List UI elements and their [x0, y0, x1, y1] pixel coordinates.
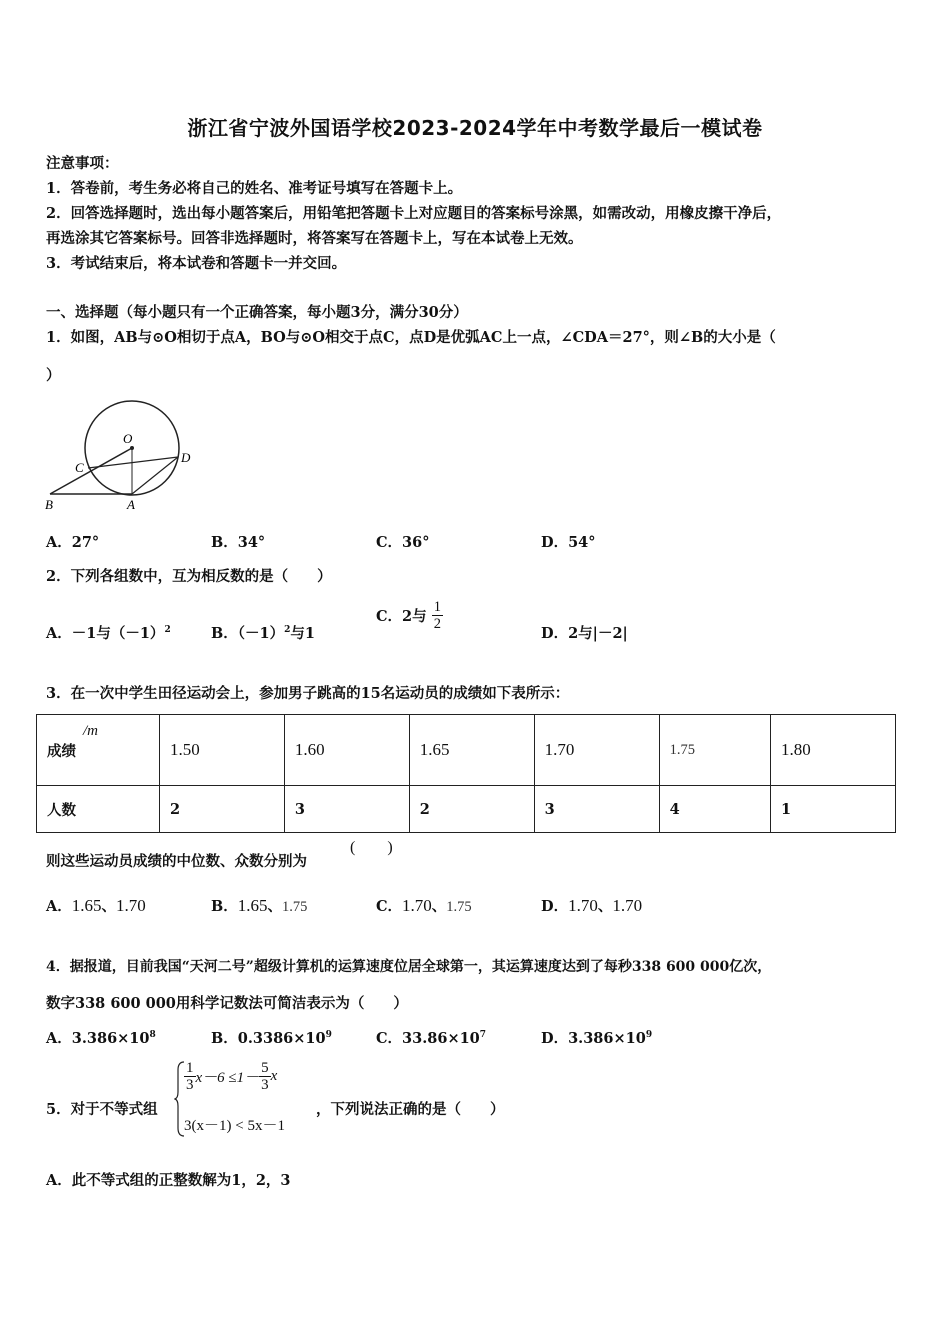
q2-option-c-pre: C．2与: [376, 608, 427, 625]
table-row-counts: [37, 786, 896, 833]
table-cell: 1.80: [771, 715, 896, 786]
q5-option-a[interactable]: A．此不等式组的正整数解为1，2，3: [46, 1172, 291, 1189]
q2-option-a-text: A．－1与（－1）: [46, 625, 165, 642]
option-value-2: 1.75: [446, 899, 472, 915]
q3-option-b[interactable]: [211, 895, 307, 916]
section-heading: 一、选择题（每小题只有一个正确答案，每小题3分，满分30分）: [46, 304, 468, 321]
center-dot: [130, 446, 134, 450]
q4-stem: 4．据报道，目前我国“天河二号”超级计算机的运算速度位居全球第一，其运算速度达到了每秒338 600 000亿次，: [46, 959, 772, 975]
row-label-score: [37, 715, 160, 786]
q1-option-c[interactable]: C．36°: [376, 534, 430, 551]
q1-stem: 1．如图，AB与⊙O相切于点A，BO与⊙O相交于点C，点D是优弧AC上一点，∠CDA＝27°，则∠B的大小是（: [46, 329, 776, 346]
table-cell: 1.65: [409, 715, 534, 786]
table-cell: 1.70: [534, 715, 659, 786]
option-value-1: 1.65: [237, 896, 268, 915]
label-o: O: [123, 431, 133, 446]
q1-option-d[interactable]: D．54°: [541, 534, 596, 551]
label-a: A: [127, 497, 135, 512]
option-letter: C．: [376, 898, 403, 915]
frac-num: 5: [261, 1060, 269, 1076]
frac-den: 3: [186, 1077, 194, 1093]
score-table: [36, 714, 896, 833]
option-value-2: 1.70: [116, 896, 146, 915]
option-sep: 、: [101, 898, 117, 915]
page-title: 浙江省宁波外国语学校2023-2024学年中考数学最后一模试卷: [187, 116, 763, 140]
fraction-one-third: [184, 1060, 196, 1093]
table-cell: 2: [409, 786, 534, 833]
q2-option-b-exp: 2: [284, 625, 291, 636]
q3-option-c[interactable]: [376, 895, 472, 916]
table-cell: 1: [771, 786, 896, 833]
label-d: D: [181, 450, 191, 465]
fraction-five-thirds: [259, 1060, 271, 1093]
note-1: 1．答卷前，考生务必将自己的姓名、准考证号填写在答题卡上。: [46, 180, 463, 197]
q2-option-a-exp: 2: [164, 625, 171, 636]
q3-option-a[interactable]: [46, 895, 146, 916]
option-value-1: 1.70: [568, 896, 598, 915]
q3-stem: 3．在一次中学生田径运动会上，参加男子跳高的15名运动员的成绩如下表所示：: [46, 685, 570, 702]
option-letter: D．: [541, 898, 569, 915]
q2-stem: 2．下列各组数中，互为相反数的是（ ）: [46, 568, 332, 585]
table-cell: 3: [284, 786, 409, 833]
q5-stem-post: ，下列说法正确的是（ ）: [316, 1101, 505, 1118]
option-base: B．0.3386×10: [211, 1030, 326, 1047]
option-value-2: 1.70: [612, 896, 643, 915]
inequality-1: [184, 1060, 277, 1093]
q2-option-b-post: 与1: [290, 625, 315, 642]
option-base: C．33.86×10: [376, 1030, 480, 1047]
ineq1-end: x: [270, 1068, 278, 1084]
note-2b: 再选涂其它答案标号。回答非选择题时，将答案写在答题卡上，写在本试卷上无效。: [46, 230, 583, 247]
option-value-2: 1.75: [282, 899, 308, 915]
q1-figure: [40, 398, 210, 518]
table-cell: 4: [659, 786, 770, 833]
option-exp: 9: [645, 1030, 653, 1041]
unit-label: /m: [83, 723, 98, 739]
option-base: D．3.386×10: [541, 1030, 646, 1047]
q2-option-c-fraction: [432, 599, 443, 632]
notes-heading: 注意事项：: [46, 155, 119, 172]
frac-den: 3: [261, 1077, 269, 1093]
table-row-heights: [37, 715, 896, 786]
note-3: 3．考试结束后，将本试卷和答题卡一并交回。: [46, 255, 347, 272]
option-value-1: 1.65: [71, 896, 102, 915]
frac-den: 2: [433, 616, 441, 632]
option-letter: A．: [46, 898, 72, 915]
table-cell: 1.75: [659, 715, 770, 786]
chord-cd: [88, 457, 178, 468]
option-exp: 8: [149, 1030, 156, 1041]
option-exp: 9: [325, 1030, 332, 1041]
ineq1-mid: x－6 ≤1－: [195, 1070, 260, 1086]
option-value-1: 1.70: [402, 896, 432, 915]
q4-option-d[interactable]: [541, 1027, 652, 1048]
frac-num: 1: [186, 1060, 194, 1076]
q4-option-c[interactable]: [376, 1027, 486, 1048]
note-2a: 2．回答选择题时，选出每小题答案后，用铅笔把答题卡上对应题目的答案标号涂黑，如需改动，用橡皮擦干净后，: [46, 205, 782, 222]
q3-paren: ( ): [350, 839, 393, 856]
table-cell: 2: [160, 786, 285, 833]
option-letter: B．: [211, 898, 238, 915]
q4-stem-b: 数字338 600 000用科学记数法可简洁表示为（ ）: [46, 995, 408, 1012]
q1-option-b[interactable]: B．34°: [211, 534, 266, 551]
option-sep: 、: [267, 898, 283, 915]
q4-option-b[interactable]: [211, 1027, 332, 1048]
row-label-count: 人数: [37, 786, 160, 833]
q1-stem-end: ）: [46, 367, 61, 384]
option-exp: 7: [479, 1030, 487, 1041]
q2-option-b[interactable]: [211, 622, 315, 643]
q2-option-b-pre: B．（－1）: [211, 625, 285, 642]
q2-option-d[interactable]: D．2与|－2|: [541, 625, 628, 642]
table-cell: 3: [534, 786, 659, 833]
q2-option-c[interactable]: [376, 599, 443, 632]
q4-option-a[interactable]: [46, 1027, 156, 1048]
row-label-score-text: 成绩: [47, 742, 76, 760]
label-c: C: [75, 460, 84, 475]
inequality-system: [174, 1060, 314, 1140]
q2-option-a[interactable]: [46, 622, 171, 643]
table-cell: 1.50: [160, 715, 285, 786]
line-bo: [50, 448, 132, 494]
q1-option-a[interactable]: A．27°: [46, 534, 100, 551]
q3-question: 则这些运动员成绩的中位数、众数分别为: [46, 853, 307, 870]
table-cell: 1.60: [284, 715, 409, 786]
label-b: B: [45, 497, 53, 512]
option-sep: 、: [597, 898, 613, 915]
frac-num: 1: [433, 599, 441, 615]
option-sep: 、: [431, 898, 447, 915]
q3-option-d[interactable]: [541, 895, 642, 916]
inequality-2: 3(x－1) < 5x－1: [184, 1118, 285, 1134]
q5-stem-pre: 5．对于不等式组: [46, 1101, 158, 1118]
option-base: A．3.386×10: [46, 1030, 150, 1047]
